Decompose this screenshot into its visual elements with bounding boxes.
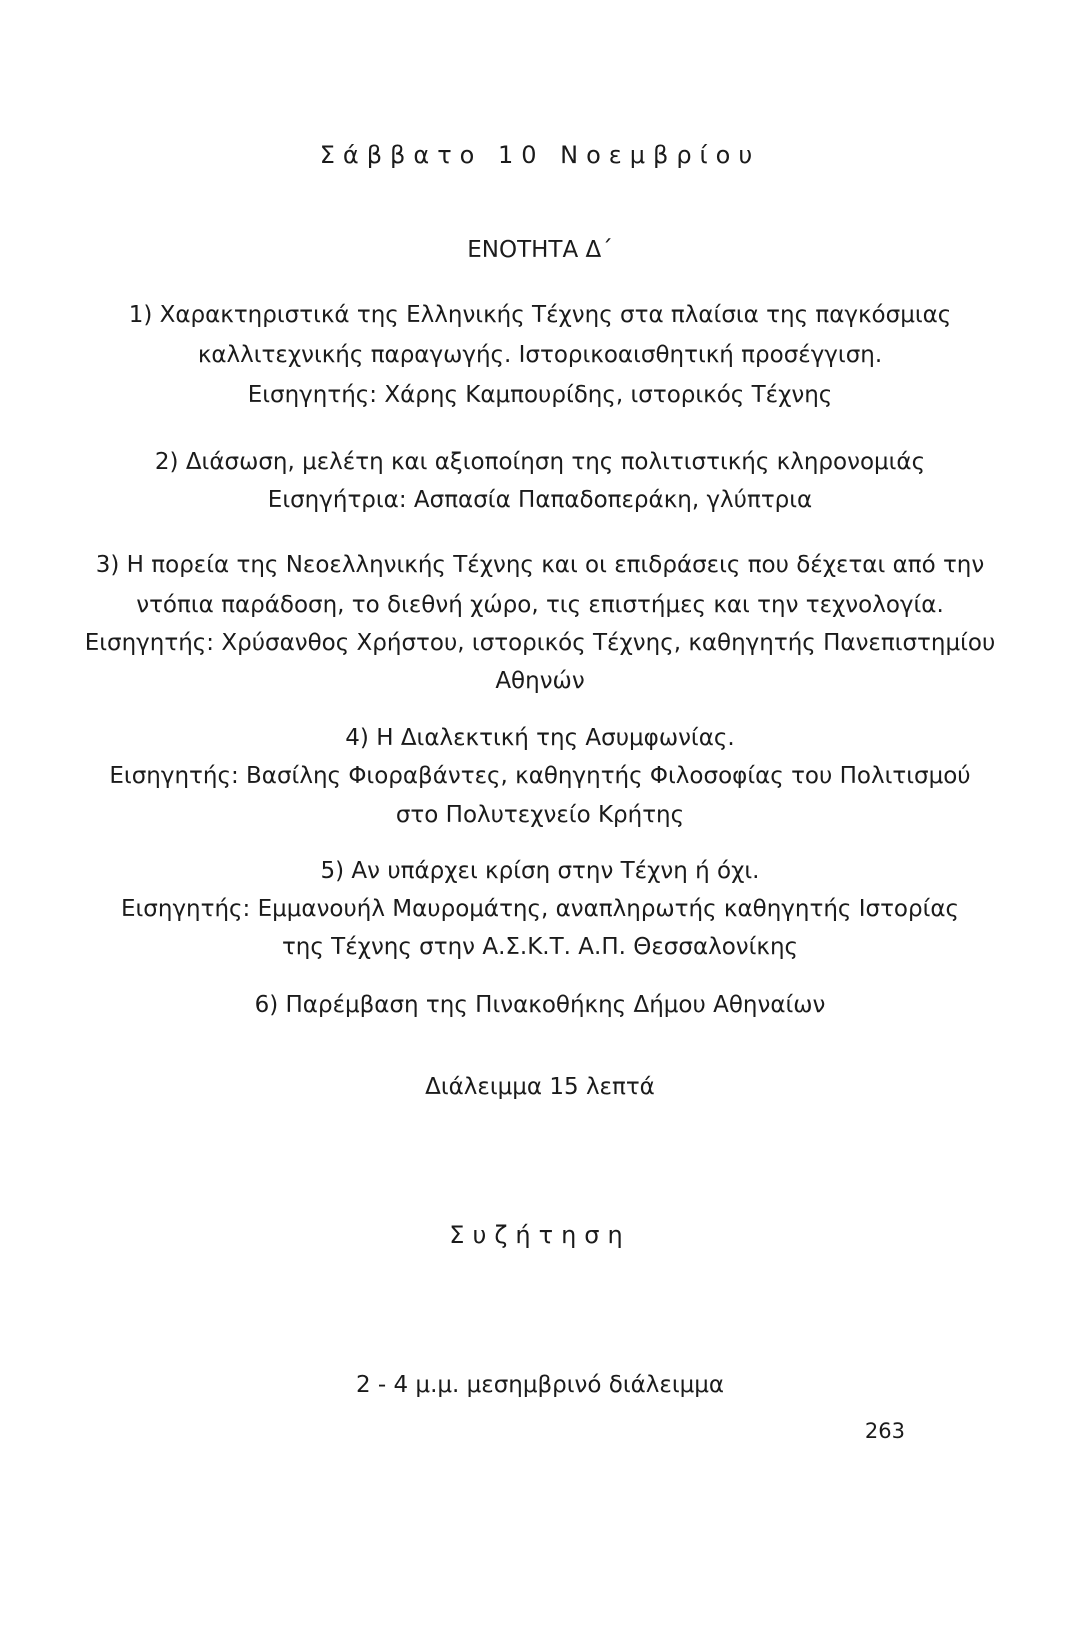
item-3-speaker-cont: Αθηνών <box>495 668 585 694</box>
page-number: 263 <box>864 1419 905 1443</box>
item-1-line-1: 1) Χαρακτηριστικά της Ελληνικής Τέχνης στα πλαίσια της παγκόσμιας <box>128 302 952 328</box>
item-5-speaker-cont: της Τέχνης στην Α.Σ.Κ.Τ. Α.Π. Θεσσαλονίκης <box>281 934 799 960</box>
item-2-line-1: 2) Διάσωση, μελέτη και αξιοποίηση της πολιτιστικής κληρονομιάς <box>154 449 926 475</box>
item-4-line-1: 4) Η Διαλεκτική της Ασυμφωνίας. <box>345 725 735 751</box>
item-1-line-2: καλλιτεχνικής παραγωγής. Ιστορικοαισθητική προσέγγιση. <box>197 342 883 368</box>
item-5-speaker: Εισηγητής: Εμμανουήλ Μαυρομάτης, αναπληρωτής καθηγητής Ιστορίας <box>120 896 960 922</box>
break-text: Διάλειμμα 15 λεπτά <box>425 1074 655 1100</box>
item-3-line-1: 3) Η πορεία της Νεοελληνικής Τέχνης και οι επιδράσεις που δέχεται από την <box>95 552 985 578</box>
item-1-speaker: Εισηγητής: Χάρης Καμπουρίδης, ιστορικός Τέχνης <box>247 382 833 408</box>
item-4-speaker-cont: στο Πολυτεχνείο Κρήτης <box>395 802 685 828</box>
discussion-heading: Συζήτηση <box>449 1221 631 1249</box>
item-4-speaker: Εισηγητής: Βασίλης Φιοραβάντες, καθηγητής Φιλοσοφίας του Πολιτισμού <box>109 763 971 789</box>
date-heading: Σάββατο 10 Νοεμβρίου <box>319 141 761 169</box>
section-heading: ΕΝΟΤΗΤΑ Δ΄ <box>467 237 613 263</box>
item-5-line-1: 5) Αν υπάρχει κρίση στην Τέχνη ή όχι. <box>320 858 760 884</box>
item-3-line-2: ντόπια παράδοση, το διεθνή χώρο, τις επιστήμες και την τεχνολογία. <box>136 592 944 618</box>
item-6-line-1: 6) Παρέμβαση της Πινακοθήκης Δήμου Αθηναίων <box>254 992 826 1018</box>
lunch-break: 2 - 4 μ.μ. μεσημβρινό διάλειμμα <box>355 1372 725 1398</box>
item-3-speaker: Εισηγητής: Χρύσανθος Χρήστου, ιστορικός Τέχνης, καθηγητής Πανεπιστημίου <box>84 630 996 656</box>
item-2-speaker: Εισηγήτρια: Ασπασία Παπαδοπεράκη, γλύπτρια <box>267 487 813 513</box>
